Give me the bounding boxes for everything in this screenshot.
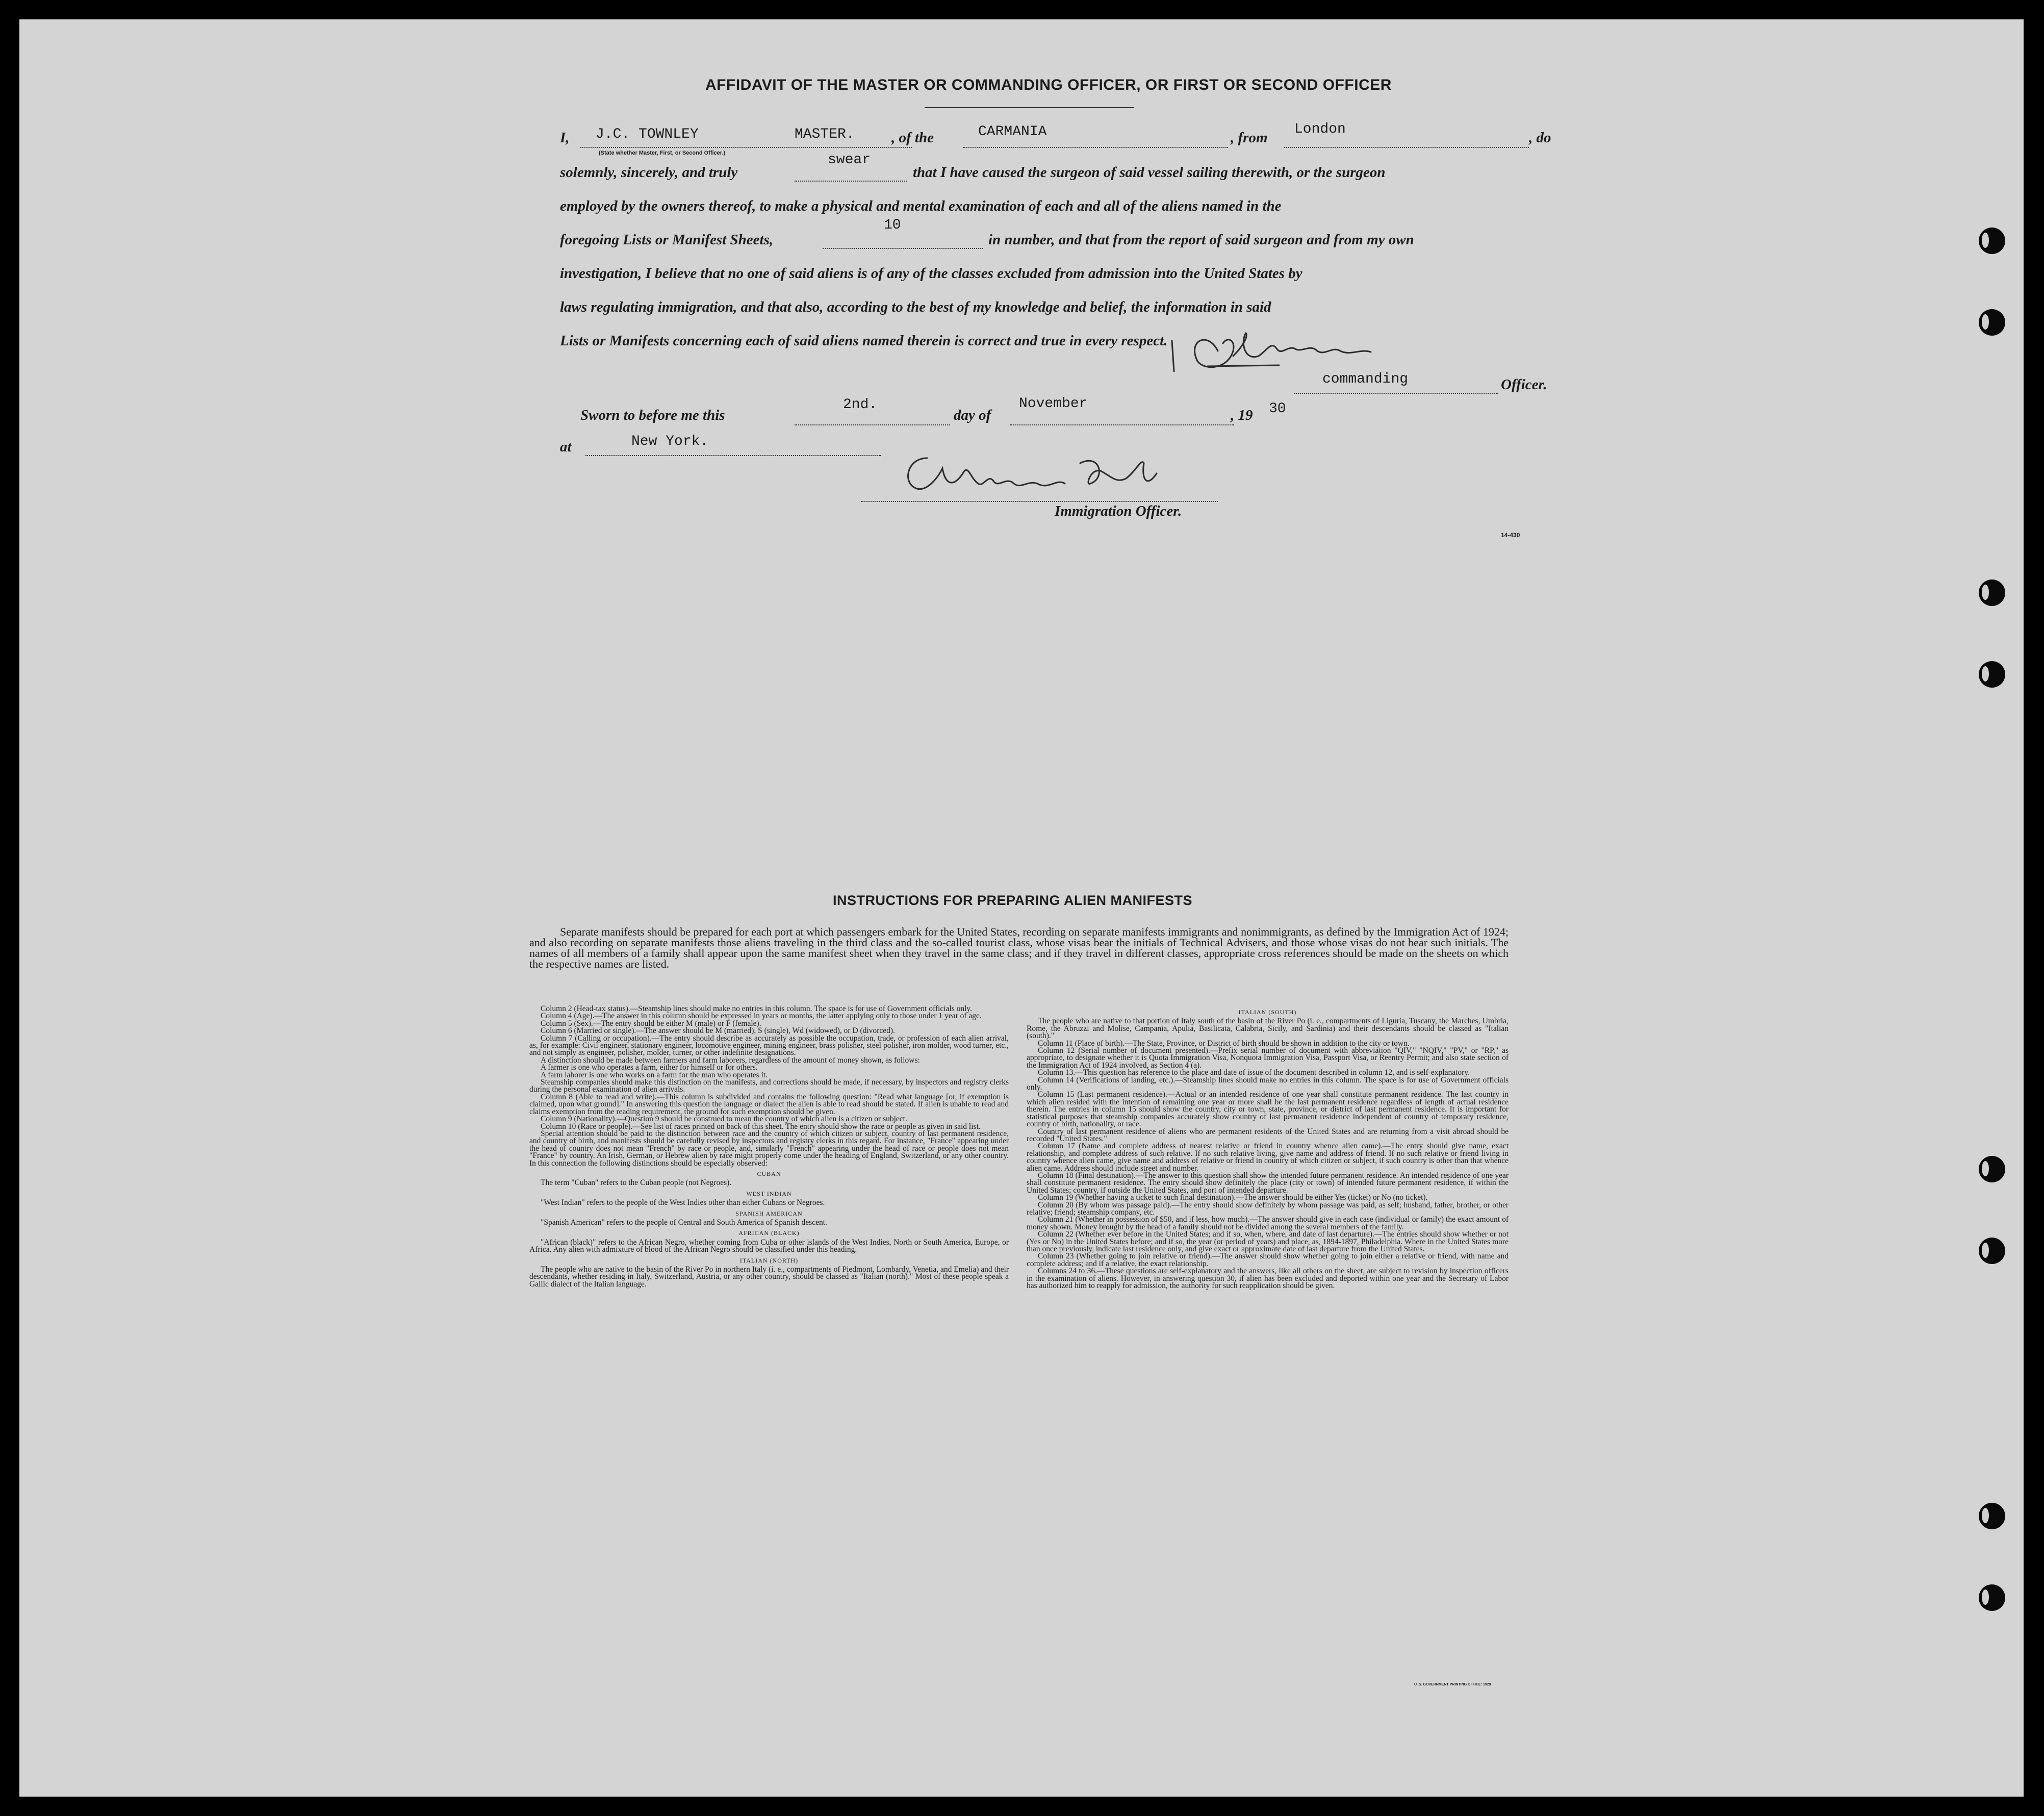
section-text: "West Indian" refers to the people of the West Indies other than either Cubans or Negroes.: [541, 1198, 825, 1207]
officer-label: Officer.: [1501, 376, 1547, 393]
binder-hole-5: [1979, 1156, 2005, 1182]
affidavit-line2-suffix: that I have caused the surgeon of said vessel sailing therewith, or the surgeon: [913, 164, 1386, 181]
binder-hole-3: [1979, 579, 2005, 606]
affidavit-i: I,: [560, 130, 570, 146]
sworn-year: 30: [1269, 401, 1286, 417]
right-paragraph: Column 13.—This question has reference to the place and date of issue of the document described in column 12, and is self-explanatory.: [1038, 1068, 1470, 1077]
left-paragraph: A farmer is one who operates a farm, either for himself or for others.: [541, 1063, 758, 1072]
rank-note: (State whether Master, First, or Second Officer.): [599, 150, 726, 156]
oath-word: swear: [828, 152, 871, 168]
day-of-text: day of: [954, 407, 991, 423]
port-underline: [1284, 147, 1529, 148]
month-underline: [1010, 424, 1234, 425]
departure-port: London: [1294, 121, 1346, 137]
from-text: , from: [1231, 130, 1268, 146]
section-heading: CUBAN: [757, 1170, 781, 1177]
do-text: , do: [1529, 130, 1551, 146]
left-paragraph: Column 7 (Calling or occupation).—The entry should describe as accurately as possible the occupation, trade, or profession of each alien arrival, as, for example: Civil engineer, stationary engineer, locomotive engineer, mining engineer, brass polisher, steel polisher, iron molder, wood turner, etc., and not simply as engineer, polisher, molder, turner, or other indefinite designations.: [529, 1033, 1009, 1057]
section-heading: AFRICAN (BLACK): [738, 1229, 800, 1237]
left-paragraph: Column 9 (Nationality).—Question 9 should be construed to mean the country of which alien is a citizen or subject.: [541, 1115, 907, 1124]
instructions-right-column: [1027, 1005, 1509, 1689]
section-heading: WEST INDIAN: [746, 1190, 792, 1197]
binder-hole-1: [1979, 228, 2005, 254]
sworn-prefix: Sworn to before me this: [580, 407, 725, 423]
officer-underline: [1294, 393, 1498, 394]
section-heading: ITALIAN (NORTH): [739, 1256, 799, 1264]
left-paragraph: Column 2 (Head-tax status).—Steamship lines should make no entries in this column. The space is for use of Government officials only.: [541, 1005, 973, 1013]
right-paragraph: Column 14 (Verifications of landing, etc.).—Steamship lines should make no entries in this column. The space is for use of Government officials only.: [1027, 1075, 1509, 1092]
sworn-place: New York.: [631, 434, 709, 449]
right-paragraph: Columns 24 to 36.—These questions are self-explanatory and the answers, like all others on the sheet, are subject to revision by inspection officers in the examination of aliens. However, in answering question 30, if alien has been excluded and deported within one year and the Secretary of Labor has authorized him to reapply for admission, the authority for such reapplication should be given.: [1027, 1267, 1509, 1291]
binder-hole-6: [1979, 1238, 2005, 1264]
affidavit-line5: investigation, I believe that no one of said aliens is of any of the classes excluded from admission into the United States by: [560, 265, 1302, 282]
affidavit-line4-suffix: in number, and that from the report of said surgeon and from my own: [988, 232, 1414, 248]
section-text: "Spanish American" refers to the people of Central and South America of Spanish descent.: [541, 1218, 827, 1227]
section-text: "African (black)" refers to the African Negro, whether coming from Cuba or other islands of the West Indies, North or South America, Europe, or Africa. Any alien with admixture of blood of the African Negro should be classified under this heading.: [529, 1238, 1009, 1254]
left-paragraph: Column 4 (Age).—The answer in this column should be expressed in years or months, the latter applying only to those under 1 year of age.: [541, 1012, 982, 1021]
left-paragraph: Column 6 (Married or single).—The answer should be M (married), S (single), Wd (widowed), or D (divorced).: [541, 1026, 895, 1036]
form-number: 14-430: [1501, 532, 1520, 539]
manifest-page: [19, 19, 2024, 1797]
instructions-left-column: [529, 1005, 1009, 1684]
name-underline: [580, 147, 912, 148]
right-paragraph: Column 18 (Final destination).—The answer to this question shall show the intended future permanent residence. An intended residence of one year shall constitute permanent residence. The entry should show definitely the place (city or town) of intended future permanent residence, if within the United States; country, if outside the United States, and port of intended departure.: [1027, 1171, 1509, 1195]
right-paragraph: Column 22 (Whether ever before in the United States; and if so, when, where, and date of last departure).—The entries should show whether or not (Yes or No) in the United States before; and if so, the year (or period of years) and place, as, 1894-1897, Philadelphia. Where in the United States more than once previously, indicate last residence only, and give exact or approximate date of last departure from the United States.: [1027, 1230, 1509, 1253]
right-paragraph: Column 19 (Whether having a ticket to such final destination).—The answer should be either Yes (ticket) or No (no ticket).: [1038, 1193, 1428, 1202]
officer-rank: MASTER.: [795, 127, 855, 142]
vessel-name: CARMANIA: [978, 124, 1047, 140]
section-heading: SPANISH AMERICAN: [735, 1209, 803, 1217]
left-paragraph: Column 10 (Race or people).—See list of races printed on back of this sheet. The entry should show the race or people as given in said list.: [541, 1122, 981, 1131]
left-paragraph: Column 5 (Sex).—The entry should be either M (male) or F (female).: [541, 1019, 761, 1028]
affidavit-line3: employed by the owners thereof, to make a physical and mental examination of each and all of the aliens named in the: [560, 198, 1282, 214]
sworn-day: 2nd.: [843, 397, 878, 413]
vessel-underline: [963, 147, 1228, 148]
instructions-title: INSTRUCTIONS FOR PREPARING ALIEN MANIFESTS: [833, 893, 1193, 908]
left-paragraph: A distinction should be made between farmers and farm laborers, regardless of the amount of money shown, as follows:: [541, 1055, 920, 1065]
officer-name: J.C. TOWNLEY: [596, 127, 699, 142]
section-text: The term "Cuban" refers to the Cuban people (not Negroes).: [541, 1178, 732, 1188]
at-text: at: [560, 439, 572, 455]
section-text: The people who are native to the basin of the River Po in northern Italy (i. e., compartments of Piedmont, Lombardy, Venetia, and Emelia) and their descendants, whether residing in Italy, Switzerland, Austria, or any other country, should be classed as "Italian (north)." Most of these people speak a Gallic dialect of the Italian language.: [529, 1265, 1009, 1289]
affidavit-line4-prefix: foregoing Lists or Manifest Sheets,: [560, 232, 774, 248]
right-paragraph: The people who are native to that portion of Italy south of the basin of the River Po (i. e., compartments of Liguria, Tuscany, the Marches, Umbria, Rome, the Abruzzi and Molise, Campania, Apulia, Basilicata, Calabria, Sicily, and Sardinia) and their descendants should be classed as "Italian (south).": [1027, 1017, 1509, 1041]
right-paragraph: Column 23 (Whether going to join relative or friend).—The answer should show whether going to join either a relative or friend, with name and complete address; and if a relative, the exact relationship.: [1027, 1252, 1509, 1268]
section-heading: ITALIAN (SOUTH): [1238, 1008, 1297, 1016]
binder-hole-8: [1979, 1584, 2005, 1611]
day-underline: [795, 424, 950, 425]
right-paragraph: Column 17 (Name and complete address of nearest relative or friend in country whence alien came).—The entry should give name, exact relationship, and complete address of such relative. If no such relative living, give name and address of friend. If no such relative or friend living in country whence alien came, give name and address of relative or friend in country of which citizen or subject, if such country is other than that whence alien came. Address should include street and number.: [1027, 1142, 1509, 1173]
left-paragraph: A farm laborer is one who works on a farm for the man who operates it.: [541, 1070, 768, 1079]
printer-imprint: U. S. GOVERNMENT PRINTING OFFICE: 1929: [1414, 1683, 1491, 1686]
right-paragraph: Column 12 (Serial number of document presented).—Prefix serial number of document with abbreviation "QIV," "NQIV," "PV," or "RP," as appropriate, to designate whether it is Quota Immigration Visa, Nonquota Immigration Visa, Passport Visa, or Reentry Permit; and also state section of the Immigration Act of 1924 involved, as Section 4 (a).: [1027, 1046, 1509, 1070]
binder-hole-7: [1979, 1503, 2005, 1529]
affidavit-line2-prefix: solemnly, sincerely, and truly: [560, 164, 738, 181]
binder-hole-4: [1979, 661, 2005, 688]
count-underline: [823, 248, 983, 249]
left-paragraph: Column 8 (Able to read and write).—This column is subdivided and contains the following question: "Read what language [or, if exemption is claimed, upon what ground]." In answering this question the language or dialect the alien is able to read should be stated. If alien is unable to read and claims exemption from the reading requirement, the ground for such exemption should be given.: [529, 1092, 1009, 1116]
binder-hole-2: [1979, 309, 2005, 336]
right-paragraph: Column 20 (By whom was passage paid).—The entry should show definitely by whom passage was paid, as self; husband, father, brother, or other relative; friend; steamship company, etc.: [1027, 1200, 1509, 1217]
immigration-officer-label: Immigration Officer.: [1055, 503, 1182, 519]
immigration-underline: [861, 501, 1218, 502]
right-paragraph: Column 11 (Place of birth).—The State, Province, or District of birth should be shown in addition to the city or town.: [1038, 1039, 1410, 1048]
affidavit-line7: Lists or Manifests concerning each of said aliens named therein is correct and true in every respect.: [560, 333, 1168, 349]
of-the-text: , of the: [891, 130, 934, 146]
year-prefix: , 19: [1231, 407, 1253, 423]
sheet-count: 10: [884, 217, 901, 233]
left-paragraph: Steamship companies should make this distinction on the manifests, and corrections should be made, if necessary, by inspectors and registry clerks during the personal examination of alien arrivals.: [529, 1078, 1009, 1094]
right-paragraph: Column 15 (Last permanent residence).—Actual or an intended residence of one year shall constitute permanent residence. The last country in which alien resided with the intention of remaining one year or more shall be the last permanent residence regardless of length of actual residence therein. The entries in column 15 should show the country, city or town, state, province, or district of last permanent residence. It is important for statistical purposes that steamship companies accurately show country of last permanent residence independent of country of temporary residence, country of birth, nationality, or race.: [1027, 1090, 1509, 1129]
right-paragraph: Country of last permanent residence of aliens who are permanent residents of the United States and are returning from a visit abroad should be recorded "United States.": [1027, 1127, 1509, 1143]
right-paragraph: Column 21 (Whether in possession of $50, and if less, how much).—The answer should give in each case (individual or family) the exact amount of money shown. Money brought by the head of a family should not be divided among the several members of the family.: [1027, 1215, 1509, 1231]
title-rule: [925, 107, 1134, 108]
officer-type: commanding: [1322, 371, 1409, 387]
immigration-officer-signature: [886, 448, 1213, 509]
place-underline: [585, 455, 881, 456]
left-paragraph: Special attention should be paid to the distinction between race and the country of which citizen or subject, country of last permanent residence, and country of birth, and manifests should be carefully revised by inspectors and registry clerks in this regard. For instance, "France" appearing under the head of country does not mean "French" by race or people, and, similarly "French" appearing under the head of race or people does not mean "France" by country. An Irish, German, or Hebrew alien by race might properly come under the heading of England, Switzerland, or any other country. In this connection the following distinctions should be especially observed:: [529, 1129, 1009, 1168]
sworn-month: November: [1019, 396, 1088, 412]
instructions-intro: Separate manifests should be prepared for each port at which passengers embark for the United States, recording on separate manifests immigrants and nonimmigrants, as defined by the Immigration Act of 1924; and also recording on separate manifests those aliens traveling in the third class and the so-called tourist class, whose visas bear the initials of Technical Advisers, and those whose visas do not bear such initials. The names of all members of a family shall appear upon the same manifest sheet when they travel in the same class; and if they travel in different classes, appropriate cross references should be made on the sheets on which the respective names are listed.: [529, 925, 1509, 970]
affidavit-title: AFFIDAVIT OF THE MASTER OR COMMANDING OFFICER, OR FIRST OR SECOND OFFICER: [705, 77, 1392, 93]
oath-underline: [795, 181, 907, 182]
affidavit-line6: laws regulating immigration, and that also, according to the best of my knowledge and belief, the information in said: [560, 299, 1271, 315]
